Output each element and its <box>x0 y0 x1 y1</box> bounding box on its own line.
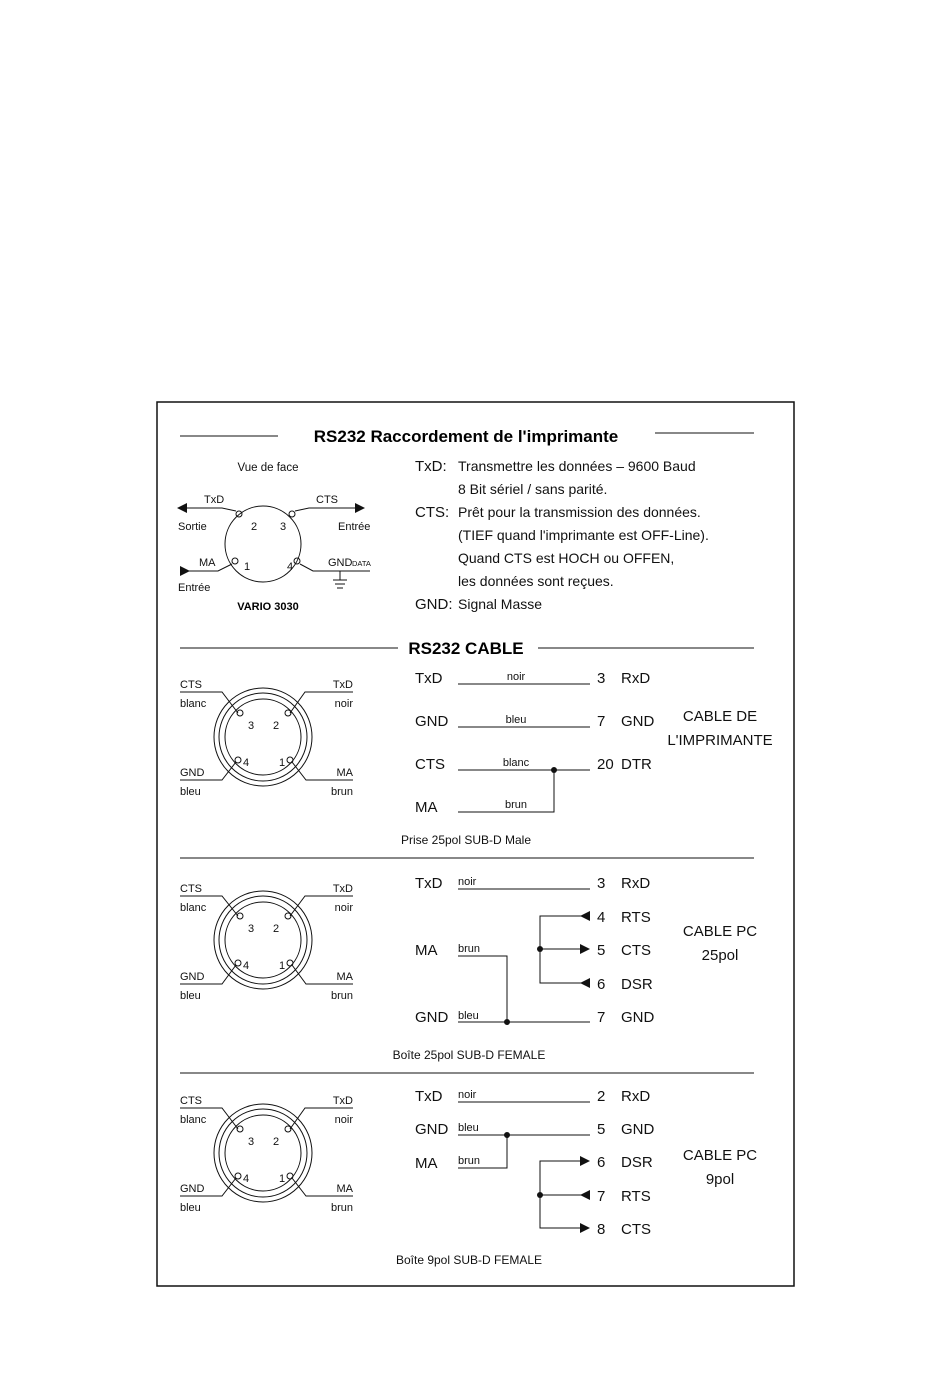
signal-descriptions <box>415 458 709 613</box>
r-pin1: 1 <box>279 1173 286 1185</box>
r-right-pin-6: 6 <box>597 1154 606 1171</box>
pc-right-name-gnd: GND <box>621 713 655 730</box>
r-loop-dot <box>537 1192 543 1198</box>
r-noir: noir <box>334 1114 353 1126</box>
r-pin2: 2 <box>273 1136 280 1148</box>
q-wire-label-brun: brun <box>458 943 481 955</box>
p-cts: CTS <box>180 679 202 691</box>
signal-cts-line2: (TIEF quand l'imprimante est OFF-Line). <box>458 527 709 543</box>
r-pin4: 4 <box>243 1173 250 1185</box>
r-wire-label-noir: noir <box>458 1089 477 1101</box>
signal-txd-name: TxD: <box>415 458 447 475</box>
pc-right-name-rxd: RxD <box>621 670 651 687</box>
pc25-cable-caption: Boîte 25pol SUB-D FEMALE <box>392 1048 546 1062</box>
q-right-name-rxd: RxD <box>621 875 651 892</box>
vario-gnd-label: GND <box>328 557 353 569</box>
vario-model-label: VARIO 3030 <box>237 601 299 613</box>
signal-cts-line4: les données sont reçues. <box>458 573 614 589</box>
pc-left-gnd: GND <box>415 713 449 730</box>
r-ma: MA <box>336 1183 353 1195</box>
r-cts-arrow-icon <box>580 1223 590 1233</box>
pc-wire-label-noir: noir <box>506 671 526 683</box>
p-bleu: bleu <box>180 786 201 798</box>
pc-left-txd: TxD <box>415 670 443 687</box>
q-pin2: 2 <box>273 923 280 935</box>
p-blanc: blanc <box>180 698 207 710</box>
q-right-pin-4: 4 <box>597 909 606 926</box>
q-loop-dot <box>537 946 543 952</box>
q-right-name-rts: RTS <box>621 909 651 926</box>
signal-cts-line3: Quand CTS est HOCH ou OFFEN, <box>458 550 675 566</box>
q-right-pin-6: 6 <box>597 976 606 993</box>
p-txd: TxD <box>332 679 353 691</box>
p-pin4: 4 <box>243 757 250 769</box>
p-ma: MA <box>336 767 353 779</box>
q-brun: brun <box>330 990 353 1002</box>
r-right-pin-5: 5 <box>597 1121 606 1138</box>
printer-cable-caption: Prise 25pol SUB-D Male <box>400 833 532 847</box>
p-gnd: GND <box>180 767 205 779</box>
r-right-pin-2: 2 <box>597 1088 606 1105</box>
q-dsr-arrow-icon <box>580 978 590 988</box>
q-cts-arrow-icon <box>580 944 590 954</box>
pc9-cable-label-1: CABLE PC <box>682 1147 758 1164</box>
r-right-pin-8: 8 <box>597 1221 606 1238</box>
p-pin1: 1 <box>279 757 286 769</box>
r-right-name-cts: CTS <box>621 1221 651 1238</box>
r-wire-label-bleu: bleu <box>458 1122 479 1134</box>
q-rts-arrow-icon <box>580 911 590 921</box>
pc-left-ma: MA <box>415 799 438 816</box>
q-right-pin-7: 7 <box>597 1009 606 1026</box>
q-right-pin-5: 5 <box>597 942 606 959</box>
q-gnd: GND <box>180 971 205 983</box>
r-wire-label-brun: brun <box>458 1155 481 1167</box>
p-pin3: 3 <box>248 720 255 732</box>
p-brun: brun <box>330 786 353 798</box>
r-junction-dot <box>504 1132 510 1138</box>
q-left-txd: TxD <box>415 875 443 892</box>
r-right-name-dsr: DSR <box>621 1154 653 1171</box>
vario-data-label: DATA <box>352 559 371 568</box>
r-left-ma: MA <box>415 1155 438 1172</box>
pin-4-label: 4 <box>287 561 294 573</box>
r-right-name-rts: RTS <box>621 1188 651 1205</box>
q-right-pin-3: 3 <box>597 875 606 892</box>
vario-cts-label: CTS <box>316 494 338 506</box>
pc-junction-dot <box>551 767 557 773</box>
pin-1-label: 1 <box>244 561 251 573</box>
r-blanc: blanc <box>180 1114 207 1126</box>
pin-1 <box>232 558 238 564</box>
r-left-txd: TxD <box>415 1088 443 1105</box>
entree-left-label: Entrée <box>178 582 211 594</box>
r-left-gnd: GND <box>415 1121 449 1138</box>
q-pin4: 4 <box>243 960 250 972</box>
signal-txd-line1: Transmettre les données – 9600 Baud <box>458 458 696 474</box>
q-blanc: blanc <box>180 902 207 914</box>
r-right-pin-7: 7 <box>597 1188 606 1205</box>
q-pin1: 1 <box>279 960 286 972</box>
signal-cts-line1: Prêt pour la transmission des données. <box>458 504 701 520</box>
r-dsr-arrow-icon <box>580 1156 590 1166</box>
q-left-gnd: GND <box>415 1009 449 1026</box>
pc-wire-label-blanc: blanc <box>502 757 530 769</box>
pc25-cable-label-2: 25pol <box>701 947 739 964</box>
pc-right-pin-3: 3 <box>597 670 606 687</box>
pc25-cable-label-1: CABLE PC <box>682 923 758 940</box>
entree-right-label: Entrée <box>338 521 371 533</box>
r-txd: TxD <box>332 1095 353 1107</box>
signal-gnd-name: GND: <box>415 596 453 613</box>
r-pin3: 3 <box>248 1136 255 1148</box>
vue-de-face-label: Vue de face <box>237 462 299 474</box>
p-pin2: 2 <box>273 720 280 732</box>
pc-right-pin-20: 20 <box>597 756 614 773</box>
vario-txd-label: TxD <box>204 494 225 506</box>
r-cts: CTS <box>180 1095 202 1107</box>
cable-section-title: RS232 CABLE <box>408 639 524 658</box>
q-cts: CTS <box>180 883 202 895</box>
signal-cts-name: CTS: <box>415 504 450 521</box>
pc-right-pin-7: 7 <box>597 713 606 730</box>
q-noir: noir <box>334 902 353 914</box>
r-bleu: bleu <box>180 1202 201 1214</box>
q-txd: TxD <box>332 883 353 895</box>
section-title: RS232 Raccordement de l'imprimante <box>313 427 619 446</box>
r-rts-arrow-icon <box>580 1190 590 1200</box>
q-junction-dot <box>504 1019 510 1025</box>
q-right-name-dsr: DSR <box>621 976 653 993</box>
q-wire-label-noir: noir <box>458 876 477 888</box>
pc9-cable-label-2: 9pol <box>705 1171 735 1188</box>
pc-left-cts: CTS <box>415 756 445 773</box>
q-ma: MA <box>336 971 353 983</box>
r-right-name-gnd: GND <box>621 1121 655 1138</box>
pc-right-name-dtr: DTR <box>621 756 652 773</box>
r-brun: brun <box>330 1202 353 1214</box>
pc-wire-label-bleu: bleu <box>505 714 527 726</box>
q-pin3: 3 <box>248 923 255 935</box>
p-noir: noir <box>334 698 353 710</box>
ma-arrow-icon <box>180 566 190 576</box>
printer-cable-label-1: CABLE DE <box>682 708 758 725</box>
pin-3-label: 3 <box>280 521 287 533</box>
printer-cable-label-2: L'IMPRIMANTE <box>667 732 773 749</box>
pc9-cable-caption: Boîte 9pol SUB-D FEMALE <box>395 1253 543 1267</box>
sortie-label: Sortie <box>178 521 207 533</box>
q-left-ma: MA <box>415 942 438 959</box>
pin-3 <box>289 511 295 517</box>
r-right-name-rxd: RxD <box>621 1088 651 1105</box>
signal-gnd-line1: Signal Masse <box>458 596 543 612</box>
ground-icon <box>333 580 347 588</box>
r-gnd: GND <box>180 1183 205 1195</box>
q-wire-label-bleu: bleu <box>458 1010 479 1022</box>
cts-arrow-icon <box>355 503 365 513</box>
pin-2-label: 2 <box>251 521 258 533</box>
txd-arrow-icon <box>177 503 187 513</box>
q-bleu: bleu <box>180 990 201 1002</box>
pc-wire-label-brun: brun <box>504 799 528 811</box>
signal-txd-line2: 8 Bit sériel / sans parité. <box>458 481 608 497</box>
q-right-name-gnd: GND <box>621 1009 655 1026</box>
q-right-name-cts: CTS <box>621 942 651 959</box>
vario-ma-label: MA <box>199 557 216 569</box>
